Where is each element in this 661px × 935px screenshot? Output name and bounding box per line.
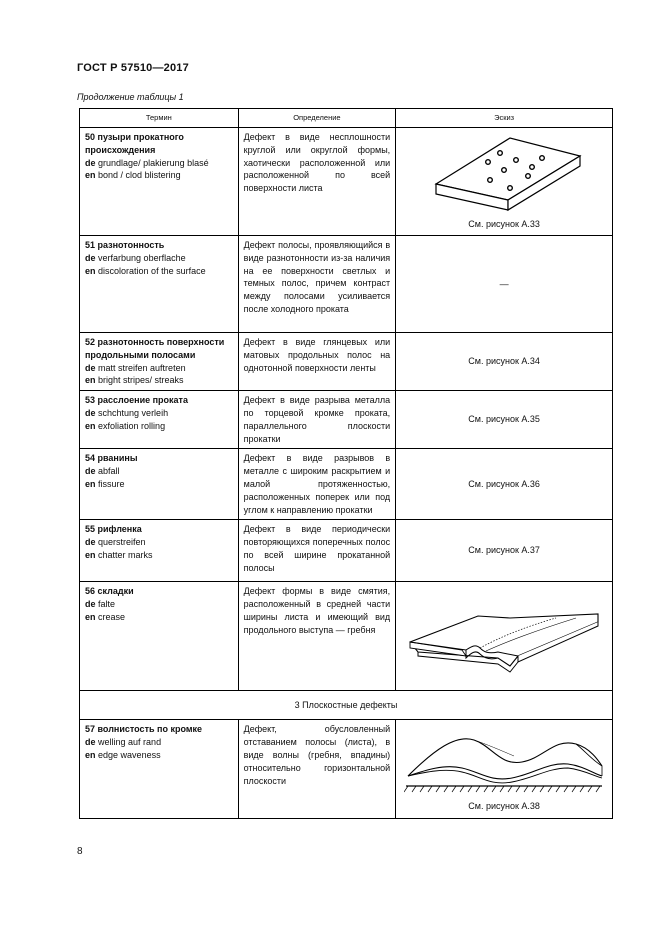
sketch-reference: См. рисунок А.36 (396, 449, 613, 520)
edge-wave-sketch (404, 726, 604, 794)
table-header-row (80, 109, 613, 128)
term-cell: 50 пузыри прокатного происхождения de grundlage/ plakierung blasé en bond / clod blistering (80, 128, 239, 236)
term-en: bright stripes/ streaks (98, 375, 184, 386)
sketch-reference: См. рисунок А.34 (396, 333, 613, 391)
crease-sheet-sketch (406, 596, 602, 676)
sketch-reference: См. рисунок А.38 (468, 800, 540, 811)
table-caption: Продолжение таблицы 1 (77, 92, 184, 102)
term-ru: 51 разнотонность (85, 240, 165, 250)
term-ru: 57 волнистость по кромке (85, 724, 202, 735)
term-ru: 54 рванины (85, 453, 138, 464)
term-cell: 55 рифленка de querstreifen en chatter marks (80, 520, 239, 582)
blister-plate-sketch (424, 132, 584, 214)
term-ru: 52 разнотонность поверхности продольными полосами (85, 337, 225, 360)
term-de: verfarbung oberflache (98, 252, 186, 263)
definition-cell: Дефект полосы, проявляющийся в виде разнотонности из-за наличия на ее поверхности светлых и темных полос, причем контраст между полосами усиливается после холодного проката (238, 236, 396, 333)
term-ru: 55 рифленка (85, 524, 142, 535)
term-ru: 53 расслоение проката (85, 395, 188, 406)
definition-cell: Дефект, обусловленный отставанием полосы (листа), в виде волны (гребня, впадины) относительно горизонтальной плоскости (238, 720, 396, 819)
terms-table (79, 108, 613, 819)
term-cell: 52 разнотонность поверхности продольными полосами de matt streifen auftreten en bright stripes/ streaks (80, 333, 239, 391)
term-en: exfoliation rolling (98, 420, 166, 431)
header-term: Термин (80, 109, 239, 128)
table-row (80, 582, 613, 691)
table-row (80, 520, 613, 582)
page-number: 8 (77, 846, 83, 857)
term-de: matt streifen auftreten (98, 362, 186, 373)
document-standard-title: ГОСТ Р 57510—2017 (77, 62, 189, 74)
term-cell: 56 складки de falte en crease (80, 582, 239, 691)
header-definition: Определение (238, 109, 396, 128)
definition-cell: Дефект в виде несплошности круглой или округлой формы, хаотически расположенной или расположенной по всей поверхности листа (238, 128, 396, 236)
term-cell: 57 волнистость по кромке de welling auf rand en edge waveness (80, 720, 239, 819)
sketch-cell (396, 128, 613, 236)
sketch-reference: См. рисунок А.37 (396, 520, 613, 582)
term-ru: 50 пузыри прокатного происхождения (85, 132, 184, 155)
term-cell: 53 расслоение проката de schchtung verleih en exfoliation rolling (80, 391, 239, 449)
table-row (80, 391, 613, 449)
table-row (80, 449, 613, 520)
section-title: 3 Плоскостные дефекты (80, 691, 613, 720)
table-row (80, 236, 613, 333)
term-de: querstreifen (98, 537, 146, 548)
term-cell: 54 рванины de abfall en fissure (80, 449, 239, 520)
term-en: discoloration of the surface (98, 265, 206, 276)
header-sketch: Эскиз (396, 109, 613, 128)
term-de: abfall (98, 466, 120, 477)
sketch-cell (396, 582, 613, 691)
table-row (80, 333, 613, 391)
term-de: schchtung verleih (98, 407, 169, 418)
term-de: welling auf rand (98, 737, 162, 748)
definition-cell: Дефект в виде разрывов в металле с широким раскрытием и малой протяженностью, расположенных поперек или под углом к направлению прокатки (238, 449, 396, 520)
sketch-reference: См. рисунок А.35 (396, 391, 613, 449)
sketch-reference: — (396, 236, 613, 333)
table-row (80, 128, 613, 236)
term-en: fissure (98, 478, 125, 489)
term-de: grundlage/ plakierung blasé (98, 157, 209, 168)
term-cell: 51 разнотонность de verfarbung oberflache en discoloration of the surface (80, 236, 239, 333)
sketch-reference: См. рисунок А.33 (468, 218, 540, 229)
term-en: chatter marks (98, 549, 153, 560)
sketch-cell (396, 720, 613, 819)
definition-cell: Дефект в виде глянцевых или матовых продольных полос на однотонной поверхности ленты (238, 333, 396, 391)
definition-cell: Дефект в виде периодически повторяющихся поперечных полос по всей ширине прокатанной полосы (238, 520, 396, 582)
table-row (80, 720, 613, 819)
term-de: falte (98, 599, 116, 610)
term-en: crease (98, 611, 126, 622)
term-en: bond / clod blistering (98, 170, 181, 181)
term-ru: 56 складки (85, 586, 134, 597)
term-en: edge waveness (98, 749, 161, 760)
table-section-row (80, 691, 613, 720)
definition-cell: Дефект формы в виде смятия, расположенный в средней части ширины листа и имеющий вид продольного выступа — гребня (238, 582, 396, 691)
definition-cell: Дефект в виде разрыва металла по торцевой кромке проката, параллельного плоскости прокатки (238, 391, 396, 449)
